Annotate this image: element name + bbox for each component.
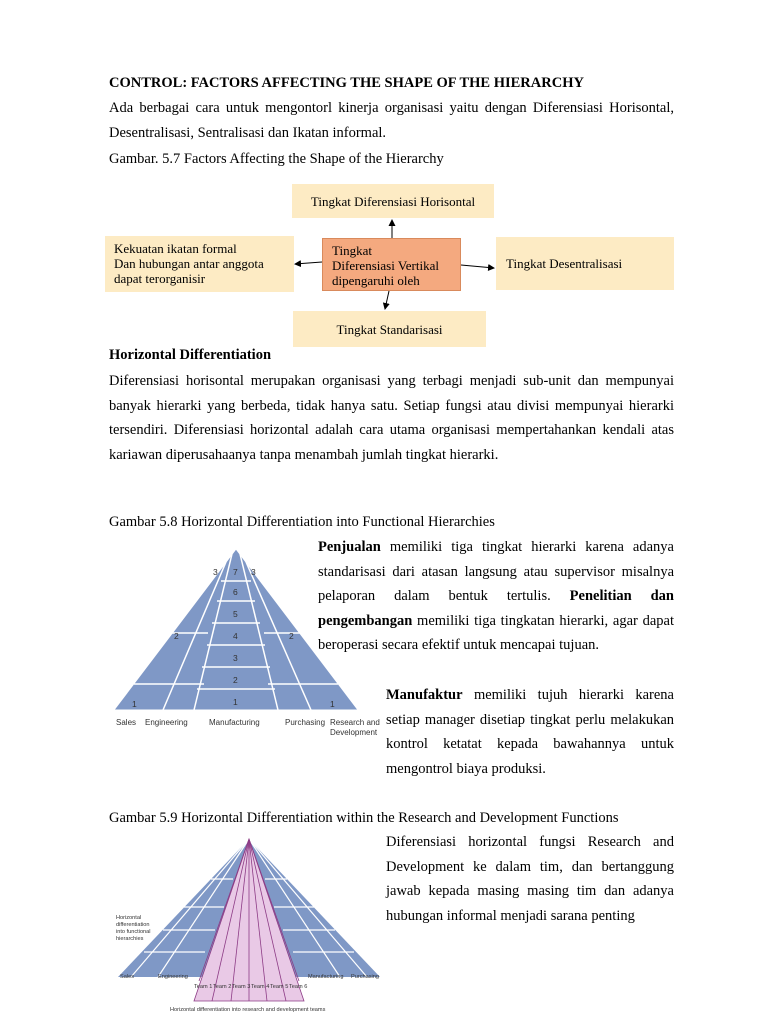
team-4: Team 4 xyxy=(251,984,270,990)
team-6: Team 6 xyxy=(289,984,308,990)
note-line3: into functional xyxy=(116,929,151,935)
bold-manufaktur: Manufaktur xyxy=(386,687,463,703)
level-7: 7 xyxy=(233,567,238,577)
arrow-left xyxy=(295,262,322,264)
diagram-top-text: Tingkat Diferensiasi Horisontal xyxy=(310,193,476,209)
arrow-down xyxy=(385,291,389,309)
para-5-8-b xyxy=(386,683,674,781)
para-5-8-a xyxy=(318,535,674,658)
level-2: 2 xyxy=(233,675,238,685)
label-purchasing: Purchasing xyxy=(285,718,326,727)
rd-level-2: 2 xyxy=(289,631,294,641)
section-heading: Horizontal Differentiation xyxy=(109,347,272,363)
text-manufaktur: memiliki tujuh hierarki karena setiap manager disetiap tingkat perlu melakukan kontrol ketatat kepada bawahannya untuk mengontrol biaya produksi. xyxy=(386,687,674,777)
level-5: 5 xyxy=(233,609,238,619)
label-manufacturing: Manufacturing xyxy=(209,718,260,727)
para-5-9: Diferensiasi horizontal fungsi Research and Development ke dalam tim, dan bertanggung jawab kepada masing masing tim dan adanya hubungan informal menjadi sarana penting xyxy=(386,834,674,924)
label-development: Development xyxy=(330,728,378,737)
rd-level-1: 1 xyxy=(330,699,335,709)
rd-label-purchasing: Purchasing xyxy=(351,974,379,980)
intro-paragraph: Ada berbagai cara untuk mengontorl kinerja organisasi yaitu dengan Diferensiasi Horisontal, Desentralisasi, Sentralisasi dan Ikatan informal. xyxy=(109,100,674,141)
rd-label-engineering: Engineering xyxy=(158,974,188,980)
level-6: 6 xyxy=(233,587,238,597)
label-research: Research and xyxy=(330,718,380,727)
sales-level-1: 1 xyxy=(132,699,137,709)
level-1: 1 xyxy=(233,697,238,707)
team-1: Team 1 xyxy=(194,984,213,990)
diagram-center-line2: Diferensiasi Vertikal xyxy=(332,258,439,273)
section-paragraph: Diferensiasi horisontal merupakan organisasi yang terbagi menjadi sub-unit dan mempunyai banyak hierarki yang berbeda, tidak hanya satu. Setiap fungsi atau divisi mempunyai hierarki tersendiri. Diferensiasi horizontal adalah cara utama organisasi mempertahankan kendali atas kariawan diperusahaanya tanpa menambah jumlah tingkat hierarki. xyxy=(109,373,674,463)
sales-level-2: 2 xyxy=(174,631,179,641)
team-5: Team 5 xyxy=(270,984,289,990)
diagram-center-line1: Tingkat xyxy=(332,243,372,258)
team-2: Team 2 xyxy=(213,984,232,990)
diagram-left-line2: Dan hubungan antar anggota xyxy=(114,256,264,271)
diagram-bottom-text: Tingkat Standarisasi xyxy=(336,321,443,337)
bold-penjualan: Penjualan xyxy=(318,539,381,555)
rd-label-manufacturing: Manufacturing xyxy=(308,974,344,980)
diagram-center-line3: dipengaruhi oleh xyxy=(332,273,420,288)
text-penjualan: memiliki tiga tingkat hierarki karena adanya standarisasi dari atasan langsung atau supervisor misalnya pelaporan dalam bentuk tertulis. xyxy=(318,539,674,604)
figure-5-7-caption: Gambar. 5.7 Factors Affecting the Shape of the Hierarchy xyxy=(109,151,444,167)
arrow-right xyxy=(461,265,494,268)
note-line2: differentiation xyxy=(116,922,150,928)
diagram-right-text: Tingkat Desentralisasi xyxy=(506,256,623,271)
label-engineering: Engineering xyxy=(145,718,188,727)
rd-bottom-caption: Horizontal differentiation into research and development teams xyxy=(170,1007,326,1013)
figure-5-9-caption: Gambar 5.9 Horizontal Differentiation within the Research and Development Functions xyxy=(109,810,619,826)
rd-label-sales: Sales xyxy=(120,974,134,980)
note-line1: Horizontal xyxy=(116,915,142,921)
rd-level-3: 3 xyxy=(251,567,256,577)
note-line4: hierarchies xyxy=(116,936,144,942)
text-penelitian: memiliki tiga tingkatan hierarki, agar dapat beroperasi secara efektif untuk mencapai tujuan. xyxy=(318,612,674,653)
label-sales: Sales xyxy=(116,718,137,727)
team-3: Team 3 xyxy=(232,984,251,990)
diagram-left-line1: Kekuatan ikatan formal xyxy=(114,241,237,256)
diagram-arrows xyxy=(0,0,768,360)
level-4: 4 xyxy=(233,631,238,641)
figure-5-8-caption: Gambar 5.8 Horizontal Differentiation into Functional Hierarchies xyxy=(109,514,495,530)
rd-teams-pyramid xyxy=(108,833,386,1021)
bold-penelitian: Penelitian dan pengembangan xyxy=(318,588,674,629)
sales-level-3: 3 xyxy=(213,567,218,577)
page-heading: CONTROL: FACTORS AFFECTING THE SHAPE OF THE HIERARCHY xyxy=(109,75,584,91)
diagram-left-line3: dapat terorganisir xyxy=(114,271,206,286)
level-3: 3 xyxy=(233,653,238,663)
